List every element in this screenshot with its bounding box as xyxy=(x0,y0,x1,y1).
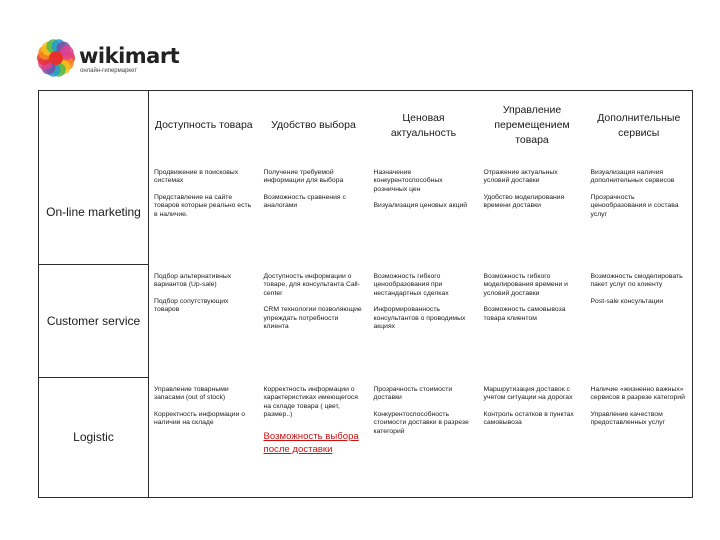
wikimart-logo-icon xyxy=(36,38,76,78)
table-cell: Управление товарными запасами (out of stock) Корректность информации о наличии на складе xyxy=(154,385,246,427)
table-cell: Получение требуемой информации для выбора Возможность сравнения с аналогами xyxy=(263,168,346,210)
table-cell: Корректность информации о характеристиках имеющегося на складе товара ( цвет, размер..) Возможность выбора после доставки xyxy=(259,378,369,498)
table-cell: Маршрутизация доставок с учетом ситуации на дорогах Контроль остатков в пунктах самовывоза xyxy=(483,385,574,427)
table-cell: Возможность смоделировать пакет услуг по клиенту Post-sale консультации xyxy=(590,272,683,305)
table-row xyxy=(39,161,693,265)
table-cell: Возможность гибкого ценообразования при нестандартных сделках Информированность консультантов о проводимых акциях xyxy=(373,272,466,331)
col-header-movement: Управление перемещением товара xyxy=(494,104,570,147)
table-cell: Визуализация наличия дополнительных сервисов Прозрачность ценообразования и состава услуг xyxy=(590,168,679,218)
col-header-convenience: Удобство выбора xyxy=(271,119,356,132)
row-header-online-marketing: On-line marketing xyxy=(39,161,149,265)
table-cell: Наличие «жизненно важных» сервисов в разрезе категорий Управление качеством предоставленных услуг xyxy=(590,385,685,427)
table-cell: Продвижение в поисковых системах Представление на сайте товаров которые реально есть в наличие. xyxy=(154,168,252,218)
matrix-table xyxy=(38,90,693,498)
col-header-price: Ценовая актуальность xyxy=(390,111,457,139)
logo-center xyxy=(49,51,63,65)
table-row xyxy=(39,265,693,378)
table-row xyxy=(39,378,693,498)
corner-cell xyxy=(39,91,149,161)
row-header-customer-service: Customer service xyxy=(39,265,149,378)
row-header-logistic: Logistic xyxy=(39,378,149,498)
table-cell: Прозрачность стоимости доставки Конкурентоспособность стоимости доставки в разрезе категорий xyxy=(373,385,469,435)
table-cell: Подбор альтернативных вариантов (Up-sale) Подбор сопутствующих товаров xyxy=(154,272,232,314)
brand-tagline: онлайн-гипермаркет xyxy=(80,68,137,74)
table-cell: Возможность гибкого моделирования времени и условий доставки Возможность самовывоза товара клиентом xyxy=(483,272,568,322)
col-header-services: Дополнительные сервисы xyxy=(597,111,681,139)
brand-name: wikimart xyxy=(79,44,180,68)
col-header-availability: Доступность товара xyxy=(154,119,253,132)
highlight-link[interactable]: Возможность выбора после доставки xyxy=(263,430,359,456)
header-row xyxy=(39,91,693,161)
table-cell: Назначение конкурентоспособных розничных цен Визуализация ценовых акций xyxy=(373,168,468,210)
table-cell: Отражение актуальных условий доставки Удобство моделирования времени доставки xyxy=(483,168,565,210)
wikimart-logo[interactable] xyxy=(36,38,196,78)
table-cell: Доступность информации о товаре, для консультанта Call-center CRM технологии позволяющие упреждать потребности клиента xyxy=(263,272,362,331)
